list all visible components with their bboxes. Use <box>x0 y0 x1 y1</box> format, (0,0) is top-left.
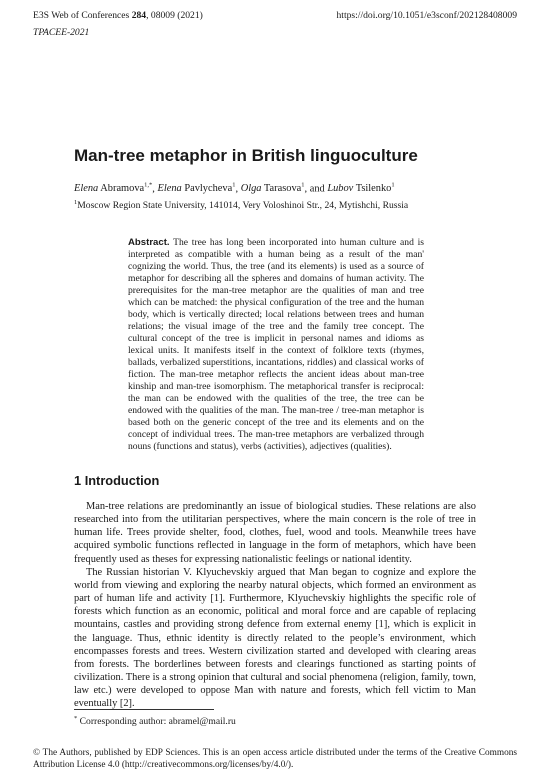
paragraph: The Russian historian V. Klyuchevskiy argued that Man began to cognize and explore the world from viewing and exploring the nearby natural objects, which formed an environment as part of human life and activity [1]. Furthermore, Klyuchevskiy highlights the specific role of forests which function as an economic, political and moral force and are capable of replacing mountains, castles and providing strong defence from external enemy [1], which is explicit in the language. Thus, ethnic identity is directly related to the people’s environment, which encompasses forests and trees. Western civilization started and developed with clearing areas from forests. The borderlines between forests and clearings functioned as starting points of civilization. There is a strong opinion that cultural and social phenomena (religion, family, town, law etc.) were developed to oppose Man with nature and forests, which fell victim to Man eventually [2]. <box>74 566 476 710</box>
body-text <box>74 500 476 711</box>
author <box>157 183 235 194</box>
footnote-mark: * <box>74 715 78 722</box>
footnote <box>74 715 236 727</box>
journal-citation <box>33 10 203 21</box>
author-affiliation-mark: 1 <box>301 182 305 189</box>
journal-volume: 284 <box>131 10 147 21</box>
author-given-name: Lubov <box>327 183 354 195</box>
affiliation <box>74 199 408 211</box>
author-affiliation-mark: 1 <box>391 182 395 189</box>
article-info: , 08009 (2021) <box>146 10 203 21</box>
author-family-name: Tsilenko <box>355 183 392 195</box>
author-family-name: Tarasova <box>263 183 302 195</box>
conference-name: TPACEE-2021 <box>33 27 90 38</box>
footnote-divider <box>74 709 214 710</box>
section-heading <box>74 473 159 488</box>
abstract-text: The tree has long been incorporated into human culture and is interpreted as compatible with a human being as a result of the man' cognizing the world. Thus, the tree (and its elements) is used as a source of metaphor for describing all the spheres and domains of human activity. The prerequisites for the man-tree metaphor are the qualities of man and tree which can be matched: the physical configuration of the tree and the human body, which is vertically directed; local relations between trees and human relations; the visual image of the tree and the family tree concept. The cultural concept of the tree is implicit in personal names and idioms as lexical units. It manifests itself in the context of folklore texts (rhymes, ballads, verbalized superstitions, incantations, riddles) and classical works of fiction. The man-tree metaphor reflects the ancient ideas about man-tree kinship and man-tree isomorphism. The metaphorical transfer is reciprocal: the man can be endowed with the qualities of the tree, the tree can be endowed with the qualities of the man. The man-tree / tree-man metaphor is based both on the generic concept of the tree and its elements and on the concept of individual trees. The man-tree metaphors are verbalized through nouns (functions and status), verbs (activities), adjectives (qualities). <box>128 237 424 452</box>
paper-title: Man-tree metaphor in British linguoculture <box>74 146 418 165</box>
author <box>74 183 152 194</box>
author <box>327 183 394 194</box>
abstract-label: Abstract. <box>128 237 170 248</box>
author-separator: , <box>235 183 241 195</box>
author-given-name: Elena <box>157 183 182 195</box>
section-number: 1 <box>74 473 82 488</box>
footnote-text: Corresponding author: abramel@mail.ru <box>77 716 236 728</box>
author-affiliation-mark: 1 <box>232 182 236 189</box>
affiliation-mark: 1 <box>74 199 78 206</box>
author-family-name: Abramova <box>100 183 145 195</box>
author-list <box>74 182 395 194</box>
abstract <box>128 237 424 453</box>
author-given-name: Olga <box>240 183 262 195</box>
author-separator: , <box>152 183 158 195</box>
author-given-name: Elena <box>74 183 99 195</box>
affiliation-text: Moscow Region State University, 141014, Very Voloshinoi Str., 24, Mytishchi, Russia <box>77 200 409 212</box>
license-notice: © The Authors, published by EDP Sciences. This is an open access article distributed under the terms of the Creative Commons Attribution License 4.0 (http://creativecommons.org/licenses/by/4.0/). <box>33 748 517 770</box>
author-separator: , and <box>304 183 328 195</box>
author-affiliation-mark: 1,* <box>144 182 153 189</box>
section-title: Introduction <box>84 473 160 488</box>
journal-name: E3S Web of Conferences <box>33 10 132 21</box>
paragraph: Man-tree relations are predominantly an issue of biological studies. These relations are also researched into from the utilitarian perspectives, where the main concern is the role of tree in human life. Trees provide shelter, food, clothes, fuel, wood and tools. Meanwhile trees have acquired symbolic functions reflected in language in the form of metaphors, which have been frequently used as theses for expressing nationalistic feelings or national identity. <box>74 501 476 565</box>
doi-link[interactable]: https://doi.org/10.1051/e3sconf/202128408009 <box>336 10 517 21</box>
author <box>241 183 305 194</box>
author-family-name: Pavlycheva <box>184 183 233 195</box>
